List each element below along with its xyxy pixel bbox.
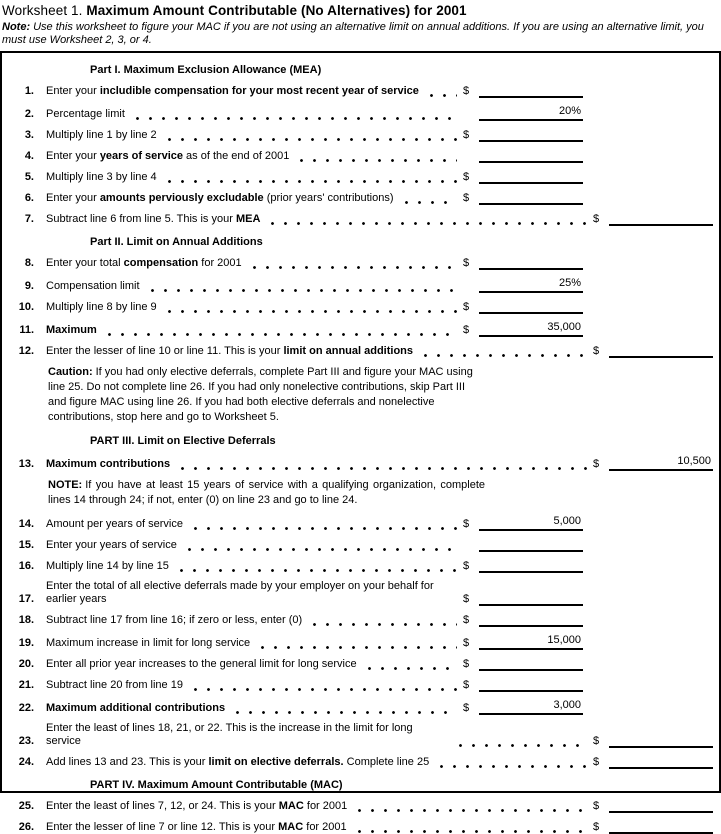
line-number: 13. [18,458,34,470]
dollar-sign: $ [463,518,470,530]
dot-leader [353,828,587,833]
dot-leader [248,264,457,269]
dollar-sign: $ [463,192,470,204]
dollar-sign: $ [593,821,600,833]
dollar-sign: $ [593,213,600,225]
row-label-segment: Maximum [46,324,97,336]
worksheet-row-20 [4,657,713,671]
row-label-segment: Enter the lesser of line 10 or line 11. This is your [46,345,284,357]
row-label-segment: Amount per years of service [46,518,183,530]
worksheet-row-26 [4,820,713,834]
row-label [46,301,157,314]
dot-leader [189,525,457,530]
amount-entry-line[interactable] [479,613,583,627]
amount-entry-line[interactable] [609,799,713,813]
paragraph-text: If you had only elective deferrals, complete Part III and figure your MAC using line 25. Do not complete line 26. If you had only nonelective contributions, skip Part III and figure MAC using line 26. If you had both elective deferrals and nonelective contributions, stop here and go to Worksheet 5. [48,366,473,423]
caution-paragraph [48,365,485,425]
row-label-segment: Enter your total [46,257,124,269]
row-label-segment: Add lines 13 and 23. This is your [46,756,209,768]
dollar-sign: $ [463,257,470,269]
dot-leader [419,352,587,357]
dot-leader [231,709,457,714]
row-label [46,800,347,813]
row-label [46,85,419,98]
row-label-segment: Percentage limit [46,108,125,120]
dollar-sign: $ [463,129,470,141]
dollar-sign: $ [463,679,470,691]
dollar-sign: $ [463,593,470,605]
row-label-segment: limit on annual additions [283,345,413,357]
row-label-segment: Multiply line 3 by line 4 [46,171,157,183]
dollar-sign: $ [463,324,470,336]
amount-entry-line[interactable] [479,170,583,184]
worksheet-row-9 [4,277,713,293]
dollar-sign: $ [463,85,470,97]
line-number: 17. [18,593,34,605]
worksheet-title-main: Maximum Amount Contributable (No Alternatives) for 2001 [86,3,467,18]
note-paragraph [48,478,485,508]
row-label-segment: for 2001 [303,800,348,812]
row-label-segment: Maximum increase in limit for long service [46,637,251,649]
worksheet-row-23 [4,722,713,748]
row-label-segment: for 2001 [198,257,242,269]
row-label-segment: MEA [235,213,261,225]
amount-entry-line[interactable] [609,820,713,834]
row-label-segment: Multiply line 1 by line 2 [46,129,157,141]
preprinted-amount: 15,000 [479,634,583,650]
worksheet-row-6 [4,191,713,205]
dot-leader [163,136,457,141]
worksheet-row-13 [4,455,713,471]
row-label-segment: Enter your [46,192,100,204]
dollar-sign: $ [463,560,470,572]
dot-leader [176,465,587,470]
dollar-sign: $ [593,458,600,470]
dot-leader [183,546,457,551]
part-header: PART IV. Maximum Amount Contributable (MAC) [90,779,343,791]
row-label [46,324,97,337]
preprinted-amount: 10,500 [609,455,713,471]
amount-entry-line[interactable] [479,559,583,573]
part-header: Part I. Maximum Exclusion Allowance (MEA) [90,64,322,76]
amount-entry-line[interactable] [479,657,583,671]
dot-leader [256,644,457,649]
dollar-sign: $ [463,171,470,183]
row-label [46,257,242,270]
row-label-segment: as of the end of 2001 [182,150,290,162]
dollar-sign: $ [463,702,470,714]
dot-leader [131,115,457,120]
worksheet-row-1 [4,84,713,98]
row-label [46,213,260,226]
row-label-segment: MAC [278,800,304,812]
paragraph-label: NOTE: [48,479,83,491]
amount-entry-line[interactable] [609,212,713,226]
preprinted-amount: 5,000 [479,515,583,531]
line-number: 20. [18,658,34,670]
line-number: 25. [18,800,34,812]
preprinted-amount: 3,000 [479,699,583,715]
part-header: Part II. Limit on Annual Additions [90,236,263,248]
line-number: 8. [24,257,34,269]
row-label-segment: limit on elective deferrals. [208,756,344,768]
paragraph-text: If you have at least 15 years of service with a qualifying organization, complete lines 14 through 24; if not, enter (0) on line 23 and go to line 24. [48,479,485,506]
row-label [46,614,302,627]
line-number: 7. [24,213,34,225]
dot-leader [353,807,587,812]
amount-entry-line[interactable] [609,344,713,358]
line-number: 11. [19,324,34,336]
worksheet-row-3 [4,128,713,142]
row-label [46,192,394,205]
paragraph-label: Caution: [48,366,93,378]
dot-leader [189,686,457,691]
row-label-segment: years of service [99,150,183,162]
row-label-segment: Enter the total of all elective deferrals made by your employer on your behalf for earlier years [46,580,434,605]
worksheet-title-prefix: Worksheet 1. [2,3,87,18]
row-label-segment: Compensation limit [46,280,140,292]
row-label [46,821,347,834]
row-label-segment: Subtract line 6 from line 5. This is your [46,213,236,225]
worksheet-row-10 [4,300,713,314]
worksheet-row-16 [4,559,713,573]
note-text: Use this worksheet to figure your MAC if you are not using an alternative limit on annual additions. If you are using an alternative limit, you must use Worksheet 2, 3, or 4. [2,21,704,46]
worksheet-row-11 [4,321,713,337]
row-label-segment: Enter the least of lines 18, 21, or 22. This is the increase in the limit for long service [46,722,413,747]
dollar-sign: $ [593,800,600,812]
row-label-segment: Maximum additional contributions [46,702,226,714]
row-label [46,722,448,748]
dot-leader [266,220,587,225]
row-label [46,129,157,142]
line-number: 24. [18,756,34,768]
row-label-segment: compensation [123,257,199,269]
row-label-segment: includible compensation for your most recent year of service [99,85,419,97]
line-number: 23. [18,735,34,747]
row-label [46,458,170,471]
row-label-segment: amounts perviously excludable [99,192,264,204]
row-label-segment: Multiply line 14 by line 15 [46,560,169,572]
row-label-segment: Enter your [46,150,100,162]
row-label [46,108,125,121]
row-label [46,150,289,163]
dot-leader [308,621,457,626]
row-label-segment: Subtract line 17 from line 16; if zero or less, enter (0) [46,614,303,626]
row-label-segment: Enter all prior year increases to the general limit for long service [46,658,357,670]
amount-entry-line[interactable] [479,538,583,552]
worksheet-row-25 [4,799,713,813]
amount-entry-line[interactable] [479,128,583,142]
part-header: PART III. Limit on Elective Deferrals [90,435,276,447]
row-label [46,539,177,552]
line-number: 10. [18,301,34,313]
dot-leader [400,199,457,204]
row-label [46,756,429,769]
dot-leader [163,178,457,183]
dot-leader [146,287,457,292]
note-label: Note: [2,21,31,33]
preprinted-amount: 25% [479,277,583,293]
worksheet-row-17 [4,580,713,606]
row-label-segment: Enter your [46,85,100,97]
line-number: 5. [24,171,34,183]
dot-leader [175,567,457,572]
line-number: 15. [18,539,34,551]
amount-entry-line[interactable] [479,678,583,692]
row-label [46,345,413,358]
row-label-segment: Enter your years of service [46,539,177,551]
row-label [46,280,140,293]
line-number: 22. [18,702,34,714]
worksheet-row-8 [4,256,713,270]
amount-entry-line[interactable] [479,592,583,606]
row-label [46,658,357,671]
worksheet-box [0,51,721,833]
worksheet-row-5 [4,170,713,184]
row-label [46,518,183,531]
line-number: 12. [18,345,34,357]
dot-leader [103,331,457,336]
line-number: 4. [24,150,34,162]
line-number: 19. [18,637,34,649]
line-number: 6. [24,192,34,204]
line-number: 9. [24,280,34,292]
worksheet-row-18 [4,613,713,627]
dot-leader [454,742,587,747]
row-label [46,679,183,692]
line-number: 3. [24,129,34,141]
line-number: 21. [18,679,34,691]
worksheet-row-24 [4,755,713,769]
dollar-sign: $ [463,658,470,670]
amount-entry-line[interactable] [609,734,713,748]
amount-entry-line[interactable] [479,191,583,205]
line-number: 1. [24,85,34,97]
dot-leader [363,665,457,670]
line-number: 26. [18,821,34,833]
dot-leader [435,763,587,768]
row-label [46,637,250,650]
row-label-segment: MAC [278,821,304,833]
row-label-segment: Complete line 25 [343,756,430,768]
dollar-sign: $ [463,301,470,313]
preprinted-amount: 20% [479,105,583,121]
row-label-segment: Multiply line 8 by line 9 [46,301,157,313]
worksheet-row-14 [4,515,713,531]
amount-entry-line[interactable] [479,84,583,98]
worksheet-title [0,0,721,18]
line-number: 14. [18,518,34,530]
amount-entry-line[interactable] [479,256,583,270]
dollar-sign: $ [593,345,600,357]
worksheet-row-15 [4,538,713,552]
dot-leader [454,600,457,605]
worksheet-row-4 [4,149,713,163]
row-label [46,702,225,715]
worksheet-row-21 [4,678,713,692]
dollar-sign: $ [463,637,470,649]
row-label-segment: (prior years' contributions) [263,192,394,204]
line-number: 2. [24,108,34,120]
preprinted-amount: 35,000 [479,321,583,337]
worksheet-row-22 [4,699,713,715]
amount-entry-line[interactable] [609,755,713,769]
dollar-sign: $ [463,614,470,626]
row-label [46,560,169,573]
worksheet-note [0,18,721,47]
dot-leader [425,92,457,97]
row-label-segment: Subtract line 20 from line 19 [46,679,183,691]
row-label [46,580,448,606]
dot-leader [295,157,457,162]
dollar-sign: $ [593,735,600,747]
amount-entry-line[interactable] [479,149,583,163]
line-number: 16. [18,560,34,572]
worksheet-row-12 [4,344,713,358]
row-label-segment: Enter the least of lines 7, 12, or 24. This is your [46,800,279,812]
worksheet-row-7 [4,212,713,226]
amount-entry-line[interactable] [479,300,583,314]
row-label-segment: Enter the lesser of line 7 or line 12. This is your [46,821,279,833]
dollar-sign: $ [593,756,600,768]
worksheet-row-2 [4,105,713,121]
row-label [46,171,157,184]
line-number: 18. [18,614,34,626]
dot-leader [163,308,457,313]
row-label-segment: for 2001 [303,821,347,833]
row-label-segment: Maximum contributions [46,458,171,470]
worksheet-row-19 [4,634,713,650]
